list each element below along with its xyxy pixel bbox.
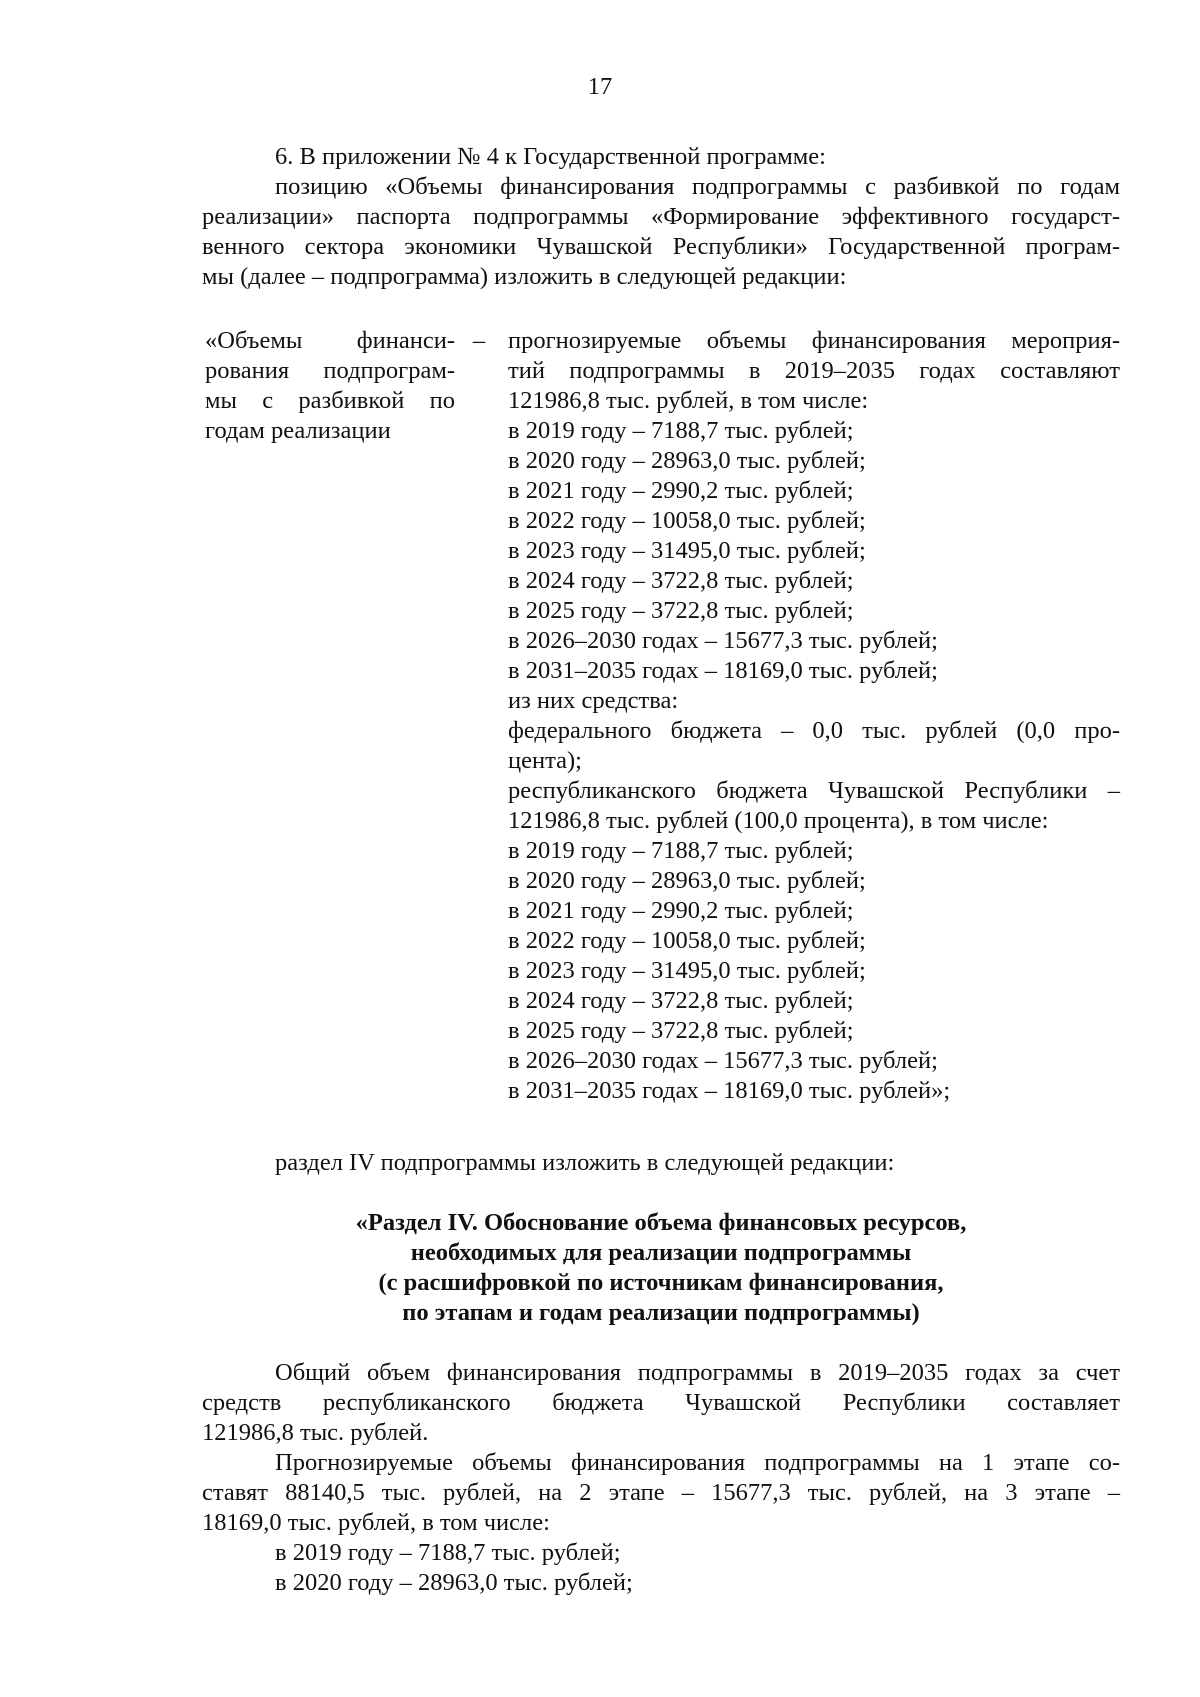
- intro-line: 6. В приложении № 4 к Государственной программе:: [275, 143, 826, 170]
- table-right-line: в 2021 году – 2990,2 тыс. рублей;: [508, 477, 854, 504]
- table-right-line: в 2022 году – 10058,0 тыс. рублей;: [508, 507, 866, 534]
- body-line: 18169,0 тыс. рублей, в том числе:: [202, 1509, 550, 1536]
- heading-line: «Раздел IV. Обоснование объема финансовых ресурсов,: [355, 1209, 967, 1236]
- table-left-line: рования подпрограм-: [205, 357, 455, 384]
- financing-table: [205, 326, 1120, 1126]
- table-right-line: республиканского бюджета Чувашской Республики –: [508, 777, 1120, 804]
- table-right-line: в 2020 году – 28963,0 тыс. рублей;: [508, 867, 866, 894]
- table-right-line: в 2021 году – 2990,2 тыс. рублей;: [508, 897, 854, 924]
- table-right-line: федерального бюджета – 0,0 тыс. рублей (0,0 про-: [508, 717, 1120, 744]
- table-right-line: 121986,8 тыс. рублей (100,0 процента), в том числе:: [508, 807, 1049, 834]
- table-right-line: тий подпрограммы в 2019–2035 годах составляют: [508, 357, 1120, 384]
- table-left-line: мы с разбивкой по: [205, 387, 455, 414]
- table-right-line: в 2019 году – 7188,7 тыс. рублей;: [508, 837, 854, 864]
- table-right-line: 121986,8 тыс. рублей, в том числе:: [508, 387, 869, 414]
- intro-line: венного сектора экономики Чувашской Республики» Государственной програм-: [202, 233, 1120, 260]
- table-right-line: в 2025 году – 3722,8 тыс. рублей;: [508, 597, 854, 624]
- table-left-line: «Объемы финанси-: [205, 327, 455, 354]
- table-right-line: в 2026–2030 годах – 15677,3 тыс. рублей;: [508, 1047, 938, 1074]
- table-right-line: в 2031–2035 годах – 18169,0 тыс. рублей»;: [508, 1077, 951, 1104]
- body-line: ставят 88140,5 тыс. рублей, на 2 этапе – 15677,3 тыс. рублей, на 3 этапе –: [202, 1479, 1120, 1506]
- table-right-line: из них средства:: [508, 687, 679, 714]
- table-right-line: в 2026–2030 годах – 15677,3 тыс. рублей;: [508, 627, 938, 654]
- table-right-column: [508, 326, 1120, 1106]
- table-right-line: в 2024 году – 3722,8 тыс. рублей;: [508, 987, 854, 1014]
- section-heading: [202, 1208, 1120, 1328]
- heading-line: (с расшифровкой по источникам финансирования,: [378, 1269, 944, 1296]
- section-intro: раздел IV подпрограммы изложить в следующей редакции:: [275, 1149, 895, 1176]
- body-line: средств республиканского бюджета Чувашской Республики составляет: [202, 1389, 1120, 1416]
- intro-line: реализации» паспорта подпрограммы «Формирование эффективного государст-: [202, 203, 1120, 230]
- table-right-line: в 2019 году – 7188,7 тыс. рублей;: [508, 417, 854, 444]
- heading-line: необходимых для реализации подпрограммы: [410, 1239, 912, 1266]
- body-line: в 2020 году – 28963,0 тыс. рублей;: [275, 1569, 633, 1596]
- table-right-line: в 2023 году – 31495,0 тыс. рублей;: [508, 957, 866, 984]
- intro-line: позицию «Объемы финансирования подпрограммы с разбивкой по годам: [275, 173, 1120, 200]
- table-right-line: прогнозируемые объемы финансирования мероприя-: [508, 327, 1120, 354]
- table-right-line: в 2024 году – 3722,8 тыс. рублей;: [508, 567, 854, 594]
- table-left-column: [205, 326, 455, 446]
- table-right-line: цента);: [508, 747, 582, 774]
- body-line: 121986,8 тыс. рублей.: [202, 1419, 429, 1446]
- table-right-line: в 2025 году – 3722,8 тыс. рублей;: [508, 1017, 854, 1044]
- body-line: Прогнозируемые объемы финансирования подпрограммы на 1 этапе со-: [275, 1449, 1120, 1476]
- intro-line: мы (далее – подпрограмма) изложить в следующей редакции:: [202, 263, 847, 290]
- body-line: Общий объем финансирования подпрограммы в 2019–2035 годах за счет: [275, 1359, 1120, 1386]
- section-body: [202, 1358, 1120, 1598]
- table-right-line: в 2023 году – 31495,0 тыс. рублей;: [508, 537, 866, 564]
- heading-line: по этапам и годам реализации подпрограммы): [402, 1299, 920, 1326]
- table-right-line: в 2031–2035 годах – 18169,0 тыс. рублей;: [508, 657, 938, 684]
- table-right-line: в 2020 году – 28963,0 тыс. рублей;: [508, 447, 866, 474]
- table-left-line: годам реализации: [205, 417, 391, 444]
- body-line: в 2019 году – 7188,7 тыс. рублей;: [275, 1539, 621, 1566]
- table-right-line: в 2022 году – 10058,0 тыс. рублей;: [508, 927, 866, 954]
- intro-paragraph: [202, 142, 1120, 292]
- page-number: 17: [587, 73, 613, 100]
- table-dash: –: [472, 327, 486, 354]
